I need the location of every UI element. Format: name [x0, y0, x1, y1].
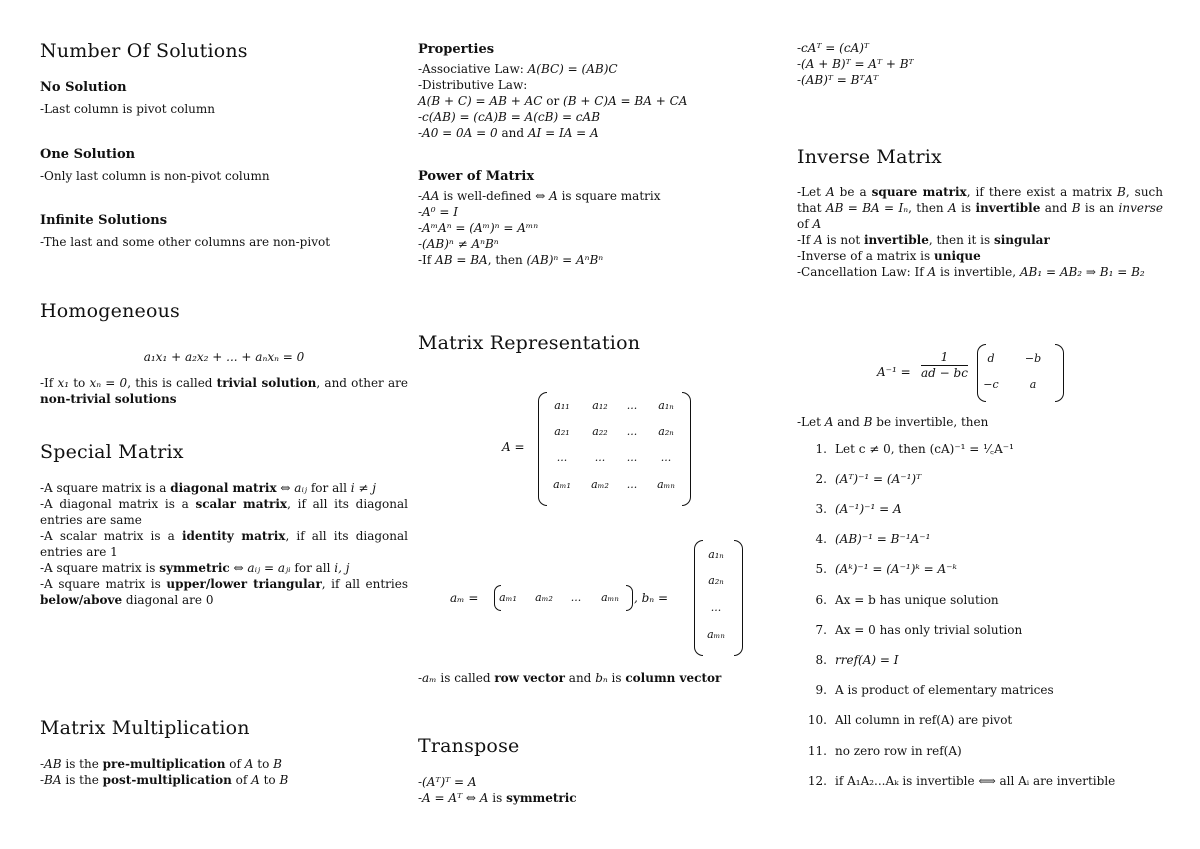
- diagonal-def: -A square matrix is a diagonal matrix ⇔ aᵢⱼ for all i ≠ j: [40, 481, 376, 495]
- formula-denominator: ad − bc: [921, 366, 968, 380]
- section-properties: [418, 42, 788, 141]
- row-vector-cell: aₘ₂: [535, 591, 553, 604]
- subsection-heading: Properties: [418, 42, 495, 57]
- row-vector-lhs: aₘ =: [450, 591, 479, 605]
- section-matrix-multiplication: [40, 717, 408, 739]
- zero-identity-property: -A0 = 0A = 0 and AI = IA = A: [418, 126, 599, 140]
- body-text: -The last and some other columns are non-pivot: [40, 235, 331, 249]
- section-title: Transpose: [418, 735, 520, 757]
- scalar-property: -c(AB) = (cA)B = A(cB) = cAB: [418, 110, 601, 124]
- row-vector-cell: aₘ₁: [499, 591, 517, 604]
- symmetric-def: -A square matrix is symmetric ⇔ aᵢⱼ = aⱼᵢ for all i, j: [40, 561, 350, 575]
- inverse-text: [797, 184, 1163, 280]
- transpose-line-5: -(AB)ᵀ = BᵀAᵀ: [797, 73, 879, 87]
- homogeneous-text: -If x₁ to xₙ = 0, this is called trivial solution, and other are non-trivial solutions: [40, 376, 408, 406]
- section-inverse-matrix: [797, 146, 1163, 168]
- subsection-infinite-solutions: [40, 213, 408, 250]
- matrix-cell: ...: [594, 451, 606, 464]
- power-line-5: -If AB = BA, then (AB)ⁿ = AⁿBⁿ: [418, 253, 604, 267]
- column-vector-lhs: , bₙ =: [634, 591, 669, 605]
- section-title: Matrix Representation: [418, 332, 641, 354]
- matrix-cell: aₘ₁: [553, 478, 571, 491]
- matrix-cell: aₘₙ: [657, 478, 675, 491]
- section-title: Matrix Multiplication: [40, 717, 250, 739]
- matrix-cell: ...: [626, 399, 638, 412]
- matrix-cell: aₘ₂: [591, 478, 609, 491]
- triangular-def: -A square matrix is upper/lower triangular, if all entries below/above diagonal are 0: [40, 577, 408, 607]
- subsection-one-solution: [40, 147, 408, 184]
- right-paren: [1055, 344, 1064, 402]
- matrix-cell: ...: [556, 451, 568, 464]
- power-line-1: -AA is well-defined ⇔ A is square matrix: [418, 189, 661, 203]
- transpose-line-4: -(A + B)ᵀ = Aᵀ + Bᵀ: [797, 57, 914, 71]
- inverse-formula: [877, 344, 1097, 404]
- section-title: Inverse Matrix: [797, 146, 942, 168]
- matrix-cell: ...: [626, 451, 638, 464]
- column-vector-cell: ...: [710, 601, 722, 614]
- pre-multiplication-def: -AB is the pre-multiplication of A to B: [40, 757, 282, 771]
- section-homogeneous: [40, 300, 408, 322]
- matrix-cell: a₁ₙ: [658, 399, 674, 412]
- subsection-heading: Power of Matrix: [418, 169, 535, 184]
- transpose-continued: [797, 40, 1163, 88]
- transpose-text: [418, 774, 788, 806]
- section-power-of-matrix: [418, 169, 788, 268]
- right-paren: [626, 585, 633, 611]
- associative-law: -Associative Law: A(BC) = (AB)C: [418, 62, 618, 76]
- uniqueness-def: -Inverse of a matrix is unique: [797, 249, 981, 263]
- matrix-a: [502, 392, 782, 510]
- section-special-matrix: [40, 441, 408, 463]
- subsection-heading: No Solution: [40, 80, 127, 95]
- transpose-line-2: -A = Aᵀ ⇔ A is symmetric: [418, 791, 577, 805]
- matrix-cell: a₂ₙ: [658, 425, 674, 438]
- body-text: -Only last column is non-pivot column: [40, 169, 270, 183]
- homogeneous-equation: a₁x₁ + a₂x₂ + ... + aₙxₙ = 0: [143, 350, 305, 364]
- body-text: -Last column is pivot column: [40, 102, 215, 116]
- section-matrix-representation: [418, 332, 788, 354]
- formula-lhs: A⁻¹ =: [877, 365, 911, 379]
- distributive-law: A(B + C) = AB + AC or (B + C)A = BA + CA: [418, 94, 688, 108]
- scalar-def: -A diagonal matrix is a scalar matrix, if all its diagonal entries are same: [40, 497, 408, 527]
- inverse-definition: -Let A be a square matrix, if there exist a matrix B, such that AB = BA = Iₙ, then A is invertible and B is an inverse of A: [797, 185, 1164, 231]
- matrix-cell: ...: [626, 425, 638, 438]
- matrix-cell: a₁₁: [554, 399, 570, 412]
- transpose-line-3: -cAᵀ = (cA)ᵀ: [797, 41, 869, 55]
- formula-cell: −b: [1024, 352, 1042, 365]
- formula-cell: −c: [983, 378, 999, 391]
- power-line-4: -(AB)ⁿ ≠ AⁿBⁿ: [418, 237, 499, 251]
- transpose-line-1: -(Aᵀ)ᵀ = A: [418, 775, 477, 789]
- cancellation-law: -Cancellation Law: If A is invertible, AB₁ = AB₂ ⇒ B₁ = B₂: [797, 265, 1145, 279]
- subsection-heading: Infinite Solutions: [40, 213, 168, 228]
- power-line-3: -AᵐAⁿ = (Aᵐ)ⁿ = Aᵐⁿ: [418, 221, 539, 235]
- formula-cell: d: [987, 352, 995, 365]
- special-matrix-text: [40, 480, 408, 608]
- row-vector-cell: aₘₙ: [601, 591, 619, 604]
- identity-def: -A scalar matrix is a identity matrix, if all its diagonal entries are 1: [40, 529, 408, 559]
- section-title: Special Matrix: [40, 441, 184, 463]
- matrix-a-lhs: A =: [502, 440, 525, 454]
- section-title: Homogeneous: [40, 300, 180, 322]
- formula-numerator: 1: [921, 350, 968, 366]
- matrix-cell: ...: [660, 451, 672, 464]
- singular-def: -If A is not invertible, then it is singular: [797, 233, 1050, 247]
- column-vector-cell: a₁ₙ: [708, 548, 724, 561]
- invertible-intro: -Let A and B be invertible, then: [797, 415, 989, 429]
- multiplication-text: [40, 756, 408, 788]
- row-vector-cell: ...: [570, 591, 582, 604]
- formula-cell: a: [1029, 378, 1037, 391]
- column-vector-cell: a₂ₙ: [708, 574, 724, 587]
- matrix-cell: a₁₂: [592, 399, 608, 412]
- section-title: Number Of Solutions: [40, 40, 248, 62]
- matrix-cell: a₂₂: [592, 425, 608, 438]
- right-paren: [734, 540, 743, 656]
- matrix-cell: ...: [626, 478, 638, 491]
- vector-note: -aₘ is called row vector and bₙ is column vector: [418, 671, 722, 685]
- section-number-of-solutions: [40, 40, 408, 62]
- subsection-no-solution: [40, 80, 408, 117]
- column-vector-cell: aₘₙ: [707, 628, 725, 641]
- post-multiplication-def: -BA is the post-multiplication of A to B: [40, 773, 289, 787]
- subsection-heading: One Solution: [40, 147, 136, 162]
- distributive-law-label: -Distributive Law:: [418, 78, 528, 92]
- formula-fraction: [921, 350, 968, 381]
- power-line-2: -A⁰ = I: [418, 205, 458, 219]
- section-transpose: [418, 735, 788, 757]
- vectors: [450, 540, 780, 658]
- matrix-cell: a₂₁: [554, 425, 570, 438]
